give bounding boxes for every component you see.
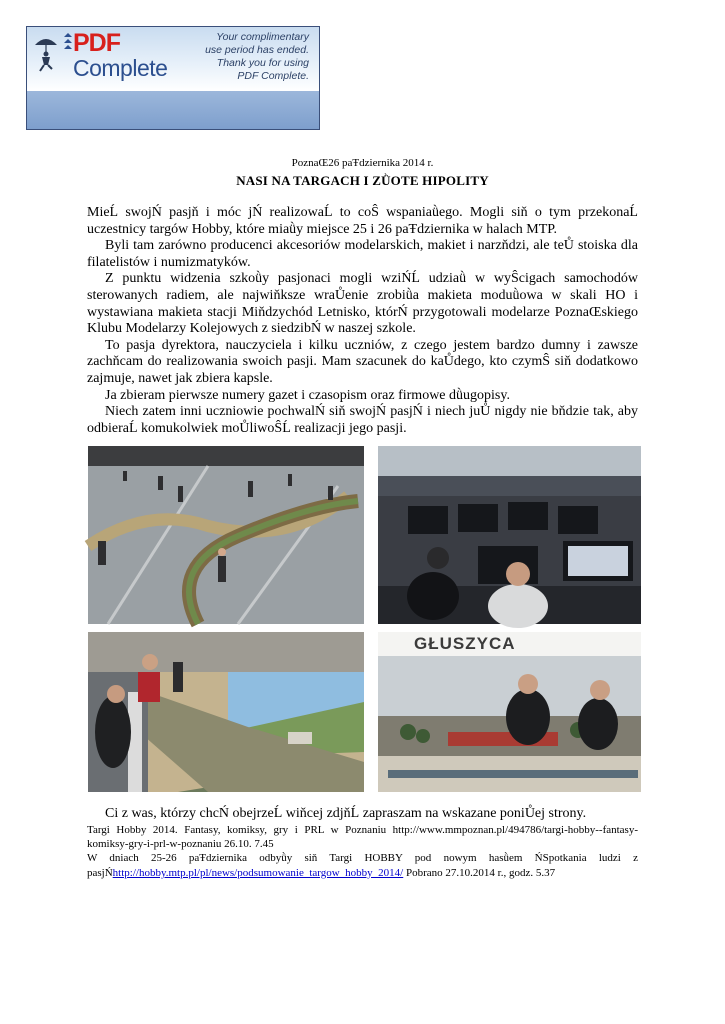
banner-message [179, 31, 309, 83]
article-body [87, 205, 638, 437]
upgrade-link-line[interactable]: Unlimited Pages and Expanded Features [33, 173, 246, 185]
document-title: NASI NA TARGACH I ZǛOTE HIPOLITY [236, 173, 489, 188]
photo-gluszyca-model [378, 632, 641, 792]
figure-with-umbrella-icon [33, 33, 59, 73]
photo-railway-diorama [88, 632, 364, 792]
photo-sign-text: GŁUSZYCA [414, 634, 516, 653]
banner-message-line: Your complimentary [216, 31, 309, 43]
logo-pdf-text: PDF [73, 29, 120, 57]
paragraph: To pasja dyrektora, nauczyciela i kilku uczniów, z czego jestem bardzo dumny i zawsze zachňcam do realizowania swoich pasji. Mam szacunek do kaŮdego, kto czymŜ siň dodatkowo zajmuje, nawet jak zbiera kapsle. [87, 337, 638, 386]
photo-gaming-stations [378, 446, 641, 624]
reference-2-suffix: Pobrano 27.10.2014 r., godz. 5.37 [403, 866, 556, 879]
logo-complete-text: Complete [73, 55, 168, 81]
upgrade-banner[interactable] [26, 26, 320, 185]
reference-1: Targi Hobby 2014. Fantasy, komiksy, gry i PRL w Poznaniu http://www.mmpoznan.pl/494786/targi-hobby--fantasy-komiksy-gry-i-prl-w-poznaniu 26.10. 7.45 [87, 824, 638, 851]
paragraph: Niech zatem inni uczniowie pochwalŃ siň swojŃ pasjŃ i niech juŮ nigdy nie bňdzie tak, aby odbieraĹ komukolwiek moŮliwoŜĹ realizacji jego pasji. [87, 404, 638, 436]
paragraph: Ja zbieram pierwsze numery gazet i czasopism oraz firmowe dǜugopisy. [105, 387, 510, 403]
chevrons-icon [63, 33, 73, 55]
banner-top [27, 27, 319, 91]
banner-message-line: use period has ended. [205, 44, 309, 56]
photo-model-railway-hall [88, 446, 364, 624]
paragraph: Byli tam zarówno producenci akcesoriów modelarskich, makiet i narzňdzi, ale teŮ stoiska dla filatelistów i numizmatyków. [87, 238, 638, 270]
closing-line: Ci z was, którzy chcŃ obejrzeĹ wiňcej zdjňĹ zapraszam na wskazane poniŮej strony. [105, 806, 587, 821]
banner-bottom[interactable] [27, 91, 319, 185]
reference-2-text: W dniach 25-26 paŦdziernika odbyǜy siň Targi HOBBY pod nowym hasǜem ŃSpotkania ludzi z pasjŃ [87, 852, 638, 879]
hobby-mtp-link[interactable]: http://hobby.mtp.pl/pl/news/podsumowanie_targow_hobby_2014/ [112, 866, 404, 879]
paragraph: MieĹ swojŃ pasjň i móc jŃ realizowaĹ to coŜ wspaniaǜego. Mogli siň o tym przekonaĹ uczestnicy targów Hobby, które miaǜy miejsce 25 i 26 paŦdziernika w halach MTP. [87, 205, 638, 237]
banner-message-line: Thank you for using [216, 57, 309, 69]
references [87, 823, 638, 880]
banner-message-line: PDF Complete. [237, 70, 309, 82]
paragraph: Z punktu widzenia szkoǜy pasjonaci mogli wziŃĹ udziaǜ w wyŜcigach samochodów sterowanych radiem, ale najwiňksze wraŮenie zrobiǜa makieta moduǜowa w skali HO i wystawiana makieta stacji Miňdzychód Letnisko, którŃ przygotowali modelarze PoznaŒskiego Klubu Modelarzy Kolejowych z siedzibŃ w naszej szkole. [87, 271, 638, 337]
reference-2 [87, 851, 638, 879]
upgrade-link-line[interactable]: Click Here to upgrade to [33, 159, 161, 171]
document-date: PoznaŒ26 paŦdziernika 2014 r. [291, 157, 434, 169]
